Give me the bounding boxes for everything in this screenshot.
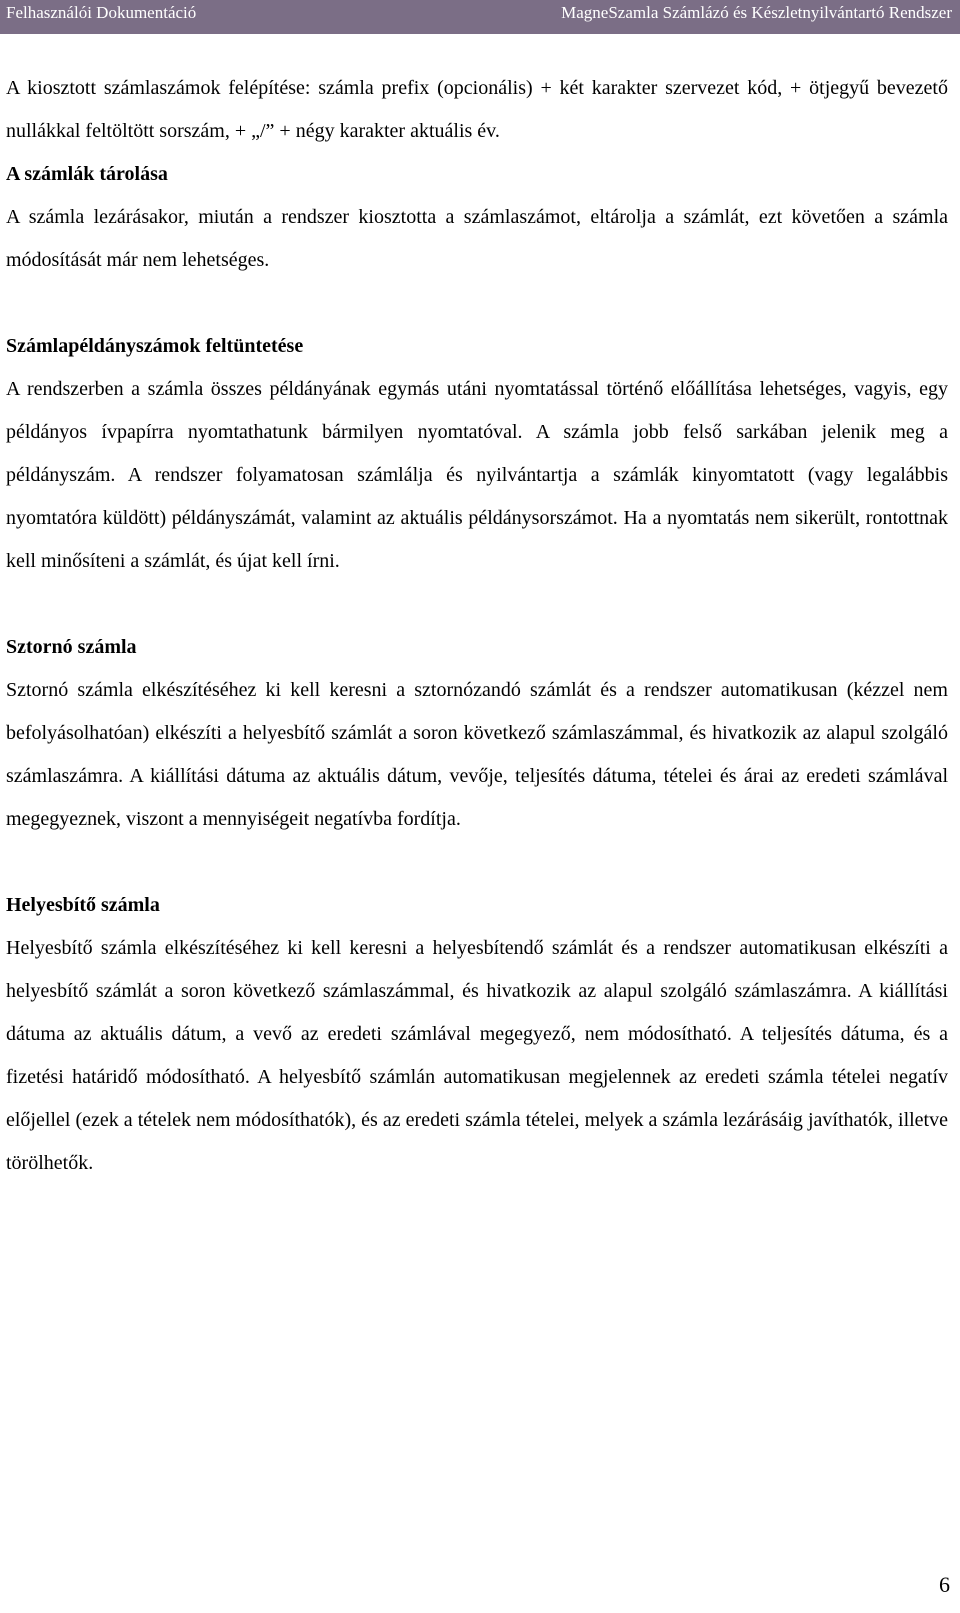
section-title-copy-numbers: Számlapéldányszámok feltüntetése [6,335,304,357]
section-gap [6,282,948,325]
section-title-storno: Sztornó számla [6,636,137,658]
section-gap [6,583,948,626]
section-body-correction: Helyesbítő számla elkészítéséhez ki kell keresni a helyesbítendő számlát és a rendszer automatikusan elkészíti a helyesbítő számlát a soron következő számlaszámmal, és hivatkozik az alapul szolgáló számlaszámra. A kiállítási dátuma az aktuális dátum, a vevő az eredeti számlával megegyező, nem módosítható. A teljesítés dátuma, és a fizetési határidő módosítható. A helyesbítő számlán automatikusan megjelennek az eredeti számla tételei negatív előjellel (ezek a tételek nem módosíthatók), és az eredeti számla tételei, melyek a számla lezárásáig javíthatók, illetve törölhetők. [6,937,948,1174]
section-body-storage: A számla lezárásakor, miután a rendszer kiosztotta a számlaszámot, eltárolja a számlát, ezt követően a számla módosítását már nem lehetséges. [6,206,948,271]
page-header [0,0,960,34]
page-number: 6 [939,1572,950,1597]
section-title-correction: Helyesbítő számla [6,894,160,916]
section-title-storage: A számlák tárolása [6,163,168,185]
section-gap [6,841,948,884]
intro-paragraph: A kiosztott számlaszámok felépítése: számla prefix (opcionális) + két karakter szervezet kód, + ötjegyű bevezető nullákkal feltöltött sorszám, + „/” + négy karakter aktuális év. [6,77,948,142]
document-body [6,67,948,1185]
header-doc-title: Felhasználói Dokumentáció [6,3,197,22]
header-product-title: MagneSzamla Számlázó és Készletnyilvántartó Rendszer [561,3,952,22]
section-body-copy-numbers: A rendszerben a számla összes példányának egymás utáni nyomtatással történő előállítása lehetséges, vagyis, egy példányos ívpapírra nyomtathatunk bármilyen nyomtatóval. A számla jobb felső sarkában jelenik meg a példányszám. A rendszer folyamatosan számlálja és nyilvántartja a számlák kinyomtatott (vagy legalábbis nyomtatóra küldött) példányszámát, valamint az aktuális példánysorszámot. Ha a nyomtatás nem sikerült, rontottnak kell minősíteni a számlát, és újat kell írni. [6,378,948,572]
section-body-storno: Sztornó számla elkészítéséhez ki kell keresni a sztornózandó számlát és a rendszer automatikusan (kézzel nem befolyásolhatóan) elkészíti a helyesbítő számlát a soron következő számlaszámmal, és hivatkozik az alapul szolgáló számlaszámra. A kiállítási dátuma az aktuális dátum, vevője, teljesítés dátuma, tételei és árai az eredeti számlával megegyeznek, viszont a mennyiségeit negatívba fordítja. [6,679,948,830]
